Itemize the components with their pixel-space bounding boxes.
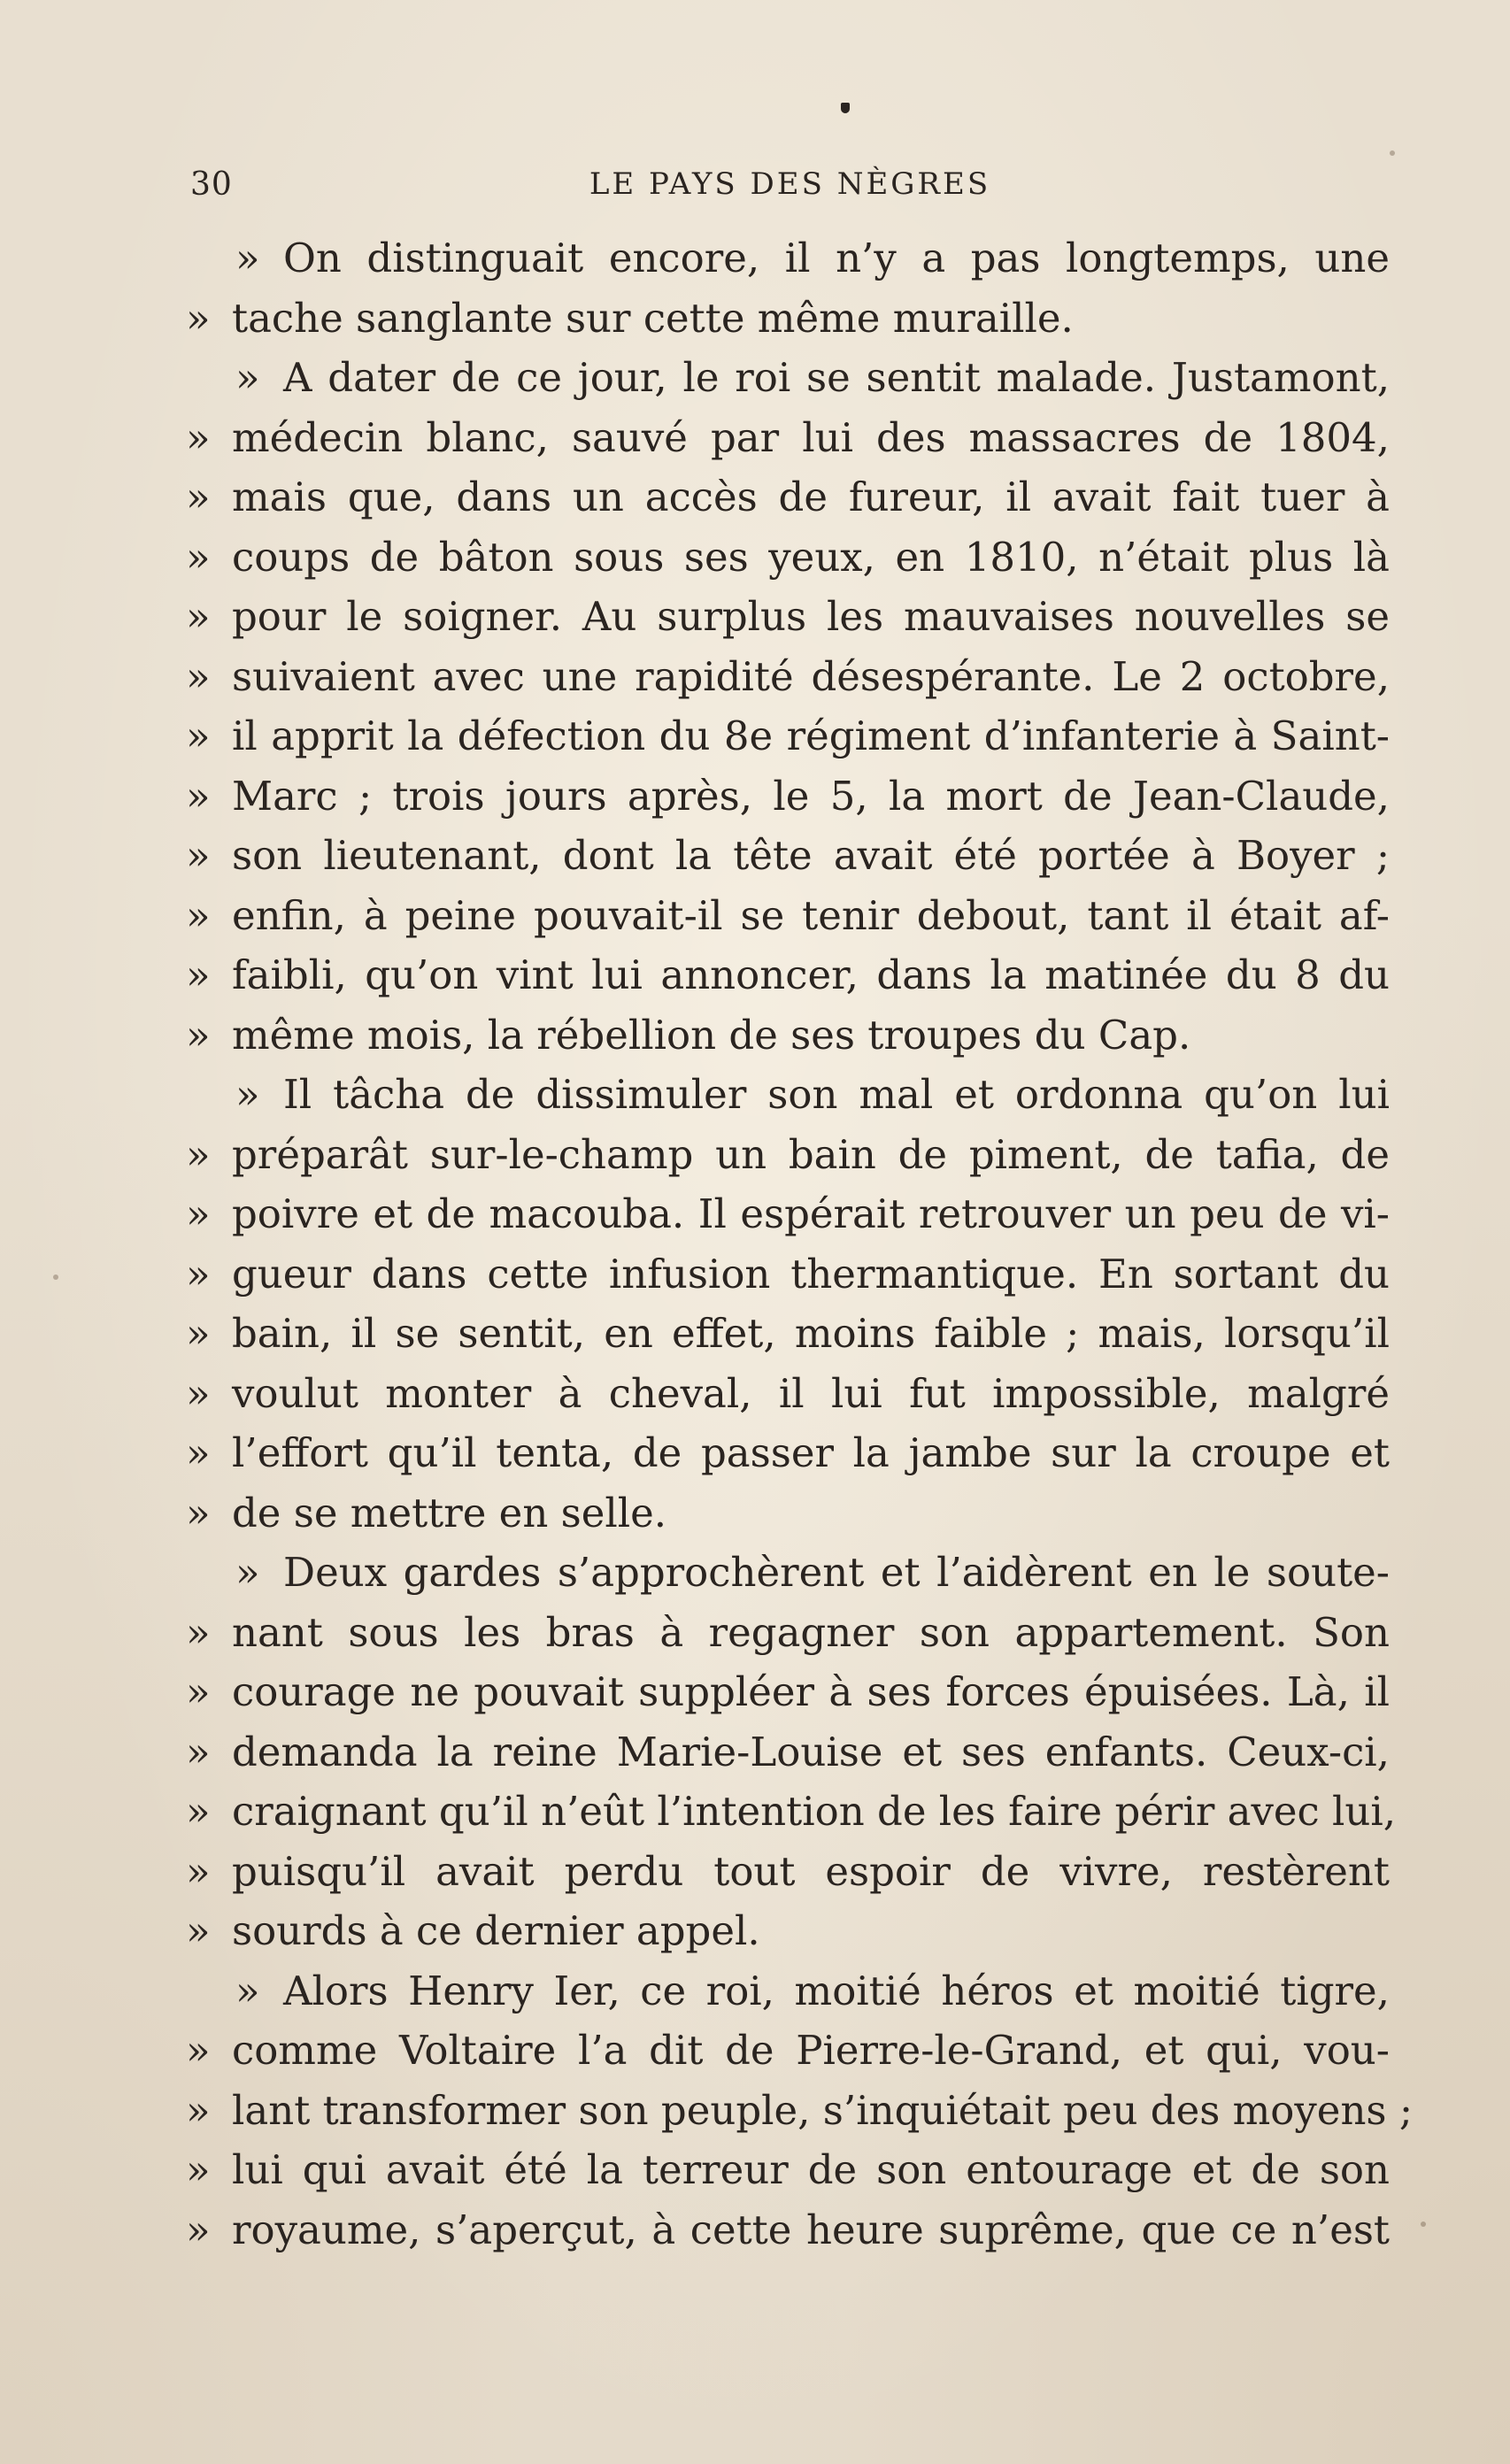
paper-speck (1390, 150, 1395, 156)
text-line (186, 1842, 1390, 1902)
text-line (186, 2140, 1390, 2200)
text-line (186, 1125, 1390, 1185)
text-line (186, 886, 1390, 946)
line-text: poivre et de macouba. Il espérait retrouver un peu de vi- (232, 1190, 1390, 1237)
quote-mark: » (186, 2206, 211, 2253)
quote-mark: » (186, 1728, 211, 1775)
text-line (186, 1901, 1390, 1961)
page-header (190, 161, 1390, 205)
quote-mark: » (186, 1369, 211, 1417)
line-text: coups de bâton sous ses yeux, en 1810, n’était plus là (232, 533, 1390, 581)
text-line (186, 527, 1390, 588)
quote-mark: » (186, 1608, 211, 1656)
text-line (186, 1364, 1390, 1424)
text-line (186, 1961, 1390, 2021)
line-text: royaume, s’aperçut, à cette heure suprême, que ce n’est (232, 2206, 1390, 2253)
line-text: lui qui avait été la terreur de son entourage et de son (232, 2146, 1390, 2193)
line-text: même mois, la rébellion de ses troupes du Cap. (232, 1011, 1191, 1059)
quote-mark: » (186, 652, 211, 700)
quote-mark: » (235, 1549, 260, 1596)
quote-mark: » (186, 951, 211, 998)
line-text: faibli, qu’on vint lui annoncer, dans la matinée du 8 du (232, 951, 1390, 998)
page-number: 30 (190, 166, 233, 203)
line-text: lant transformer son peuple, s’inquiétait peu des moyens ; (232, 2086, 1413, 2134)
text-line (186, 945, 1390, 1005)
quote-mark: » (186, 474, 211, 520)
quote-mark: » (186, 1489, 211, 1536)
text-line (186, 2021, 1390, 2081)
quote-mark: » (186, 294, 211, 342)
line-text: On distinguait encore, il n’y a pas longtemps, une (283, 235, 1390, 281)
quote-mark: » (186, 772, 211, 820)
body-text (186, 228, 1413, 2260)
line-text: craignant qu’il n’eût l’intention de les faire périr avec lui, (232, 1788, 1397, 1835)
quote-mark: » (186, 2027, 211, 2074)
text-line (186, 1603, 1390, 1663)
line-text: pour le soigner. Au surplus les mauvaises nouvelles se (232, 593, 1390, 640)
quote-mark: » (186, 593, 211, 640)
text-line (186, 289, 1390, 349)
quote-mark: » (235, 354, 260, 401)
quote-mark: » (186, 832, 211, 879)
quote-mark: » (235, 235, 260, 281)
text-line (186, 1065, 1390, 1125)
running-title: LE PAYS DES NÈGRES (589, 166, 991, 202)
quote-mark: » (186, 1847, 211, 1895)
text-line (186, 228, 1390, 289)
line-text: préparât sur-le-champ un bain de piment, de tafia, de (232, 1130, 1390, 1178)
text-line (186, 1722, 1390, 1783)
text-line (186, 766, 1390, 827)
paper-speck (53, 1274, 58, 1280)
quote-mark: » (235, 1071, 260, 1118)
line-text: Marc ; trois jours après, le 5, la mort de Jean-Claude, (232, 772, 1390, 820)
text-line (186, 348, 1390, 408)
text-line (186, 1662, 1390, 1722)
quote-mark: » (186, 891, 211, 939)
quote-mark: » (186, 1130, 211, 1178)
line-text: comme Voltaire l’a dit de Pierre-le-Grand, et qui, vou- (232, 2027, 1390, 2074)
text-line (186, 706, 1390, 766)
line-text: nant sous les bras à regagner son appartement. Son (232, 1608, 1390, 1656)
line-text: de se mettre en selle. (232, 1489, 667, 1536)
line-text: Alors Henry Ier, ce roi, moitié héros et moitié tigre, (283, 1967, 1390, 2014)
text-line (186, 2081, 1413, 2141)
line-text: enfin, à peine pouvait-il se tenir debout, tant il était af- (232, 891, 1390, 939)
quote-mark: » (186, 1250, 211, 1297)
quote-mark: » (186, 1011, 211, 1059)
line-text: voulut monter à cheval, il lui fut impossible, malgré (232, 1369, 1390, 1417)
line-text: suivaient avec une rapidité désespérante. Le 2 octobre, (232, 652, 1390, 700)
line-text: tache sanglante sur cette même muraille. (232, 294, 1074, 342)
line-text: médecin blanc, sauvé par lui des massacres de 1804, (232, 413, 1390, 461)
quote-mark: » (186, 1907, 211, 1954)
ink-mark (841, 103, 850, 113)
quote-mark: » (186, 1668, 211, 1715)
text-line (186, 1304, 1390, 1364)
line-text: A dater de ce jour, le roi se sentit malade. Justamont, (283, 354, 1390, 401)
quote-mark: » (186, 1788, 211, 1835)
text-line (186, 647, 1390, 707)
text-line (186, 1423, 1390, 1483)
line-text: gueur dans cette infusion thermantique. En sortant du (232, 1250, 1390, 1297)
line-text: mais que, dans un accès de fureur, il avait fait tuer à (232, 474, 1390, 520)
quote-mark: » (186, 1429, 211, 1476)
quote-mark: » (186, 413, 211, 461)
text-line (186, 1782, 1397, 1842)
line-text: bain, il se sentit, en effet, moins faible ; mais, lorsqu’il (232, 1310, 1390, 1357)
text-line (186, 408, 1390, 468)
quote-mark: » (186, 1190, 211, 1237)
text-line (186, 467, 1390, 527)
text-line (186, 2200, 1390, 2260)
text-line (186, 1543, 1390, 1603)
line-text: Deux gardes s’approchèrent et l’aidèrent en le soute- (283, 1549, 1390, 1596)
quote-mark: » (186, 533, 211, 581)
quote-mark: » (186, 712, 211, 759)
quote-mark: » (186, 2086, 211, 2134)
line-text: Il tâcha de dissimuler son mal et ordonna qu’on lui (283, 1071, 1390, 1118)
paper-speck (1421, 2221, 1426, 2227)
text-line (186, 1483, 1390, 1544)
line-text: demanda la reine Marie-Louise et ses enfants. Ceux-ci, (232, 1728, 1390, 1775)
line-text: il apprit la défection du 8e régiment d’infanterie à Saint- (232, 712, 1390, 759)
text-line (186, 587, 1390, 647)
text-line (186, 1005, 1390, 1066)
quote-mark: » (186, 2146, 211, 2193)
text-line (186, 826, 1390, 886)
text-line (186, 1184, 1390, 1244)
line-text: l’effort qu’il tenta, de passer la jambe sur la croupe et (232, 1429, 1390, 1476)
line-text: courage ne pouvait suppléer à ses forces épuisées. Là, il (232, 1668, 1390, 1715)
quote-mark: » (186, 1310, 211, 1357)
line-text: puisqu’il avait perdu tout espoir de vivre, restèrent (232, 1847, 1390, 1895)
text-line (186, 1244, 1390, 1305)
quote-mark: » (235, 1967, 260, 2014)
line-text: sourds à ce dernier appel. (232, 1907, 760, 1954)
line-text: son lieutenant, dont la tête avait été portée à Boyer ; (232, 832, 1390, 879)
